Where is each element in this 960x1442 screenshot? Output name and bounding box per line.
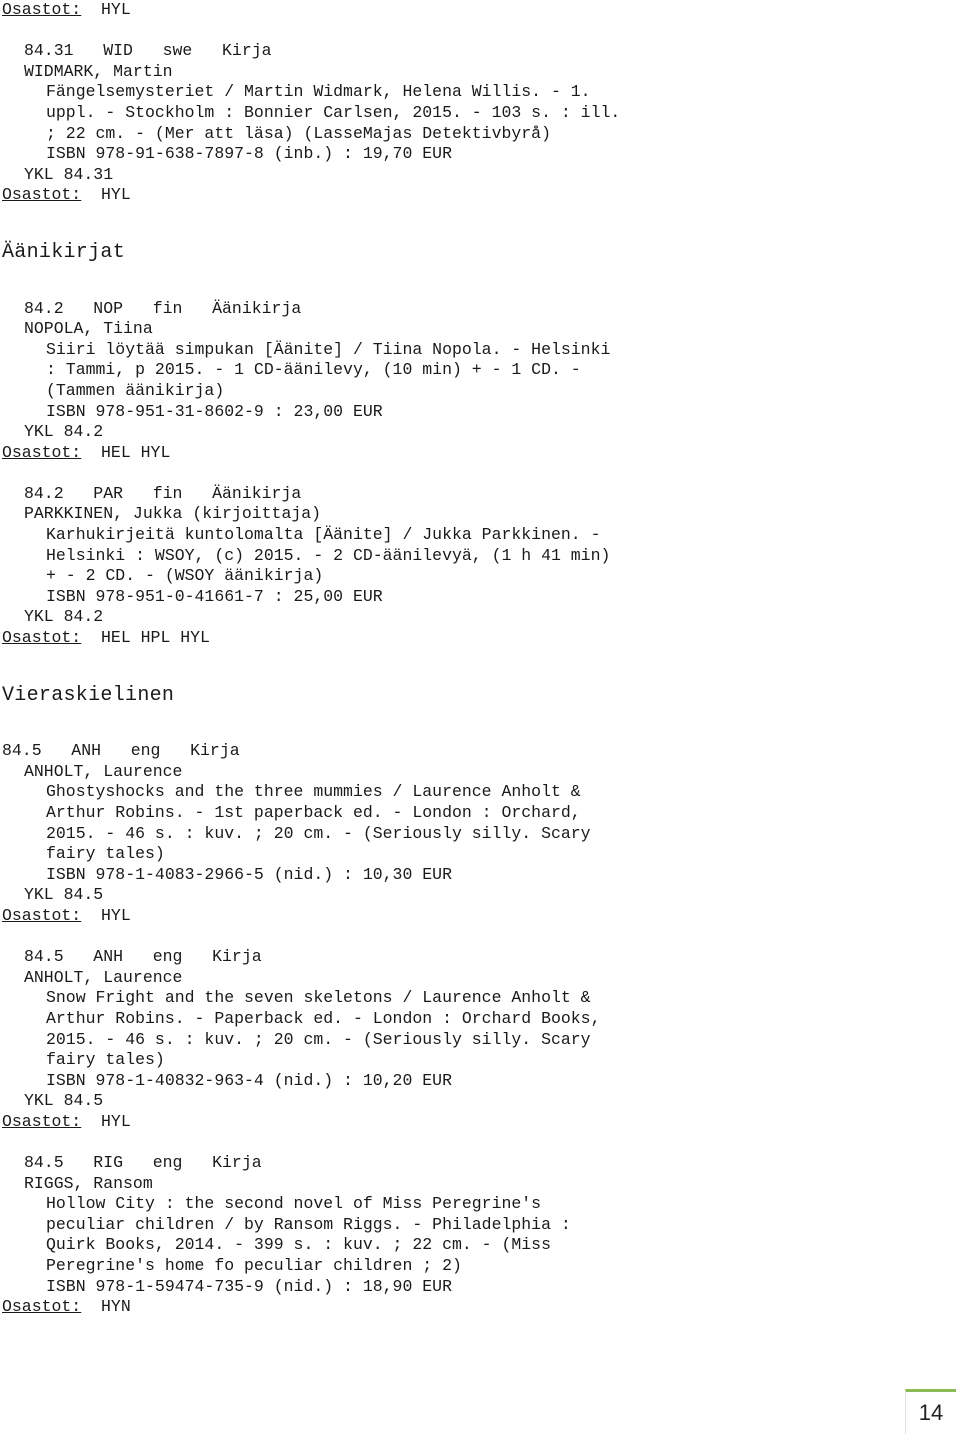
section-spacer: [2, 649, 942, 681]
record-body-line: ISBN 978-1-4083-2966-5 (nid.) : 10,30 EUR: [46, 864, 452, 884]
osastot-label: Osastot:: [2, 1297, 82, 1317]
record-body-line: Fängelsemysteriet / Martin Widmark, Helena Willis. - 1.: [46, 82, 591, 102]
catalog-document: [2, 0, 942, 1318]
record-spacer: [2, 21, 942, 42]
record-body-line: (Tammen äänikirja): [46, 380, 225, 400]
record-body-line: fairy tales): [46, 1050, 165, 1070]
record-author: ANHOLT, Laurence: [24, 761, 183, 781]
record-body-line: ISBN 978-951-0-41661-7 : 25,00 EUR: [46, 586, 383, 606]
section-heading: Vieraskielinen: [2, 683, 175, 707]
record-body-line: Ghostyshocks and the three mummies / Laurence Anholt &: [46, 782, 581, 802]
record-body-line: ISBN 978-91-638-7897-8 (inb.) : 19,70 EUR: [46, 144, 452, 164]
record-body-line: Peregrine's home fo peculiar children ; 2): [46, 1256, 462, 1276]
osastot-value: HYN: [101, 1297, 131, 1317]
record-body-line: 2015. - 46 s. : kuv. ; 20 cm. - (Seriously silly. Scary: [46, 823, 591, 843]
record-body-line: Arthur Robins. - Paperback ed. - London : Orchard Books,: [46, 1008, 601, 1028]
record-author: RIGGS, Ransom: [24, 1173, 153, 1193]
record-body-line: 2015. - 46 s. : kuv. ; 20 cm. - (Seriously silly. Scary: [46, 1029, 591, 1049]
catalog-sections: [2, 21, 942, 1318]
record-body-line: Karhukirjeitä kuntolomalta [Äänite] / Jukka Parkkinen. -: [46, 525, 601, 545]
record-body-line: ; 22 cm. - (Mer att läsa) (LasseMajas Detektivbyrå): [46, 123, 551, 143]
record-osastot: [2, 443, 942, 464]
record-author: NOPOLA, Tiina: [24, 319, 153, 339]
top-osastot-line: [2, 0, 942, 21]
osastot-label: Osastot:: [2, 1111, 82, 1131]
record-body-line: Quirk Books, 2014. - 399 s. : kuv. ; 22 cm. - (Miss: [46, 1235, 551, 1255]
section-spacer: [2, 711, 942, 721]
record-spacer: [2, 278, 942, 299]
record-body-line: + - 2 CD. - (WSOY äänikirja): [46, 566, 324, 586]
record-body-line: : Tammi, p 2015. - 1 CD-äänilevy, (10 min) + - 1 CD. -: [46, 360, 581, 380]
osastot-label: Osastot:: [2, 628, 82, 648]
catalog-record: [2, 484, 942, 649]
record-header: 84.5 RIG eng Kirja: [24, 1153, 262, 1173]
record-osastot: [2, 1112, 942, 1133]
record-header: 84.5 ANH eng Kirja: [2, 741, 240, 761]
osastot-value: HYL: [101, 1111, 131, 1131]
catalog-record: [2, 299, 942, 464]
catalog-record: [2, 1153, 942, 1318]
section-heading: Äänikirjat: [2, 240, 126, 264]
osastot-value: HYL: [101, 0, 131, 19]
record-body-line: Snow Fright and the seven skeletons / Laurence Anholt &: [46, 988, 591, 1008]
record-body-line: uppl. - Stockholm : Bonnier Carlsen, 2015. - 103 s. : ill.: [46, 102, 621, 122]
record-header: 84.5 ANH eng Kirja: [24, 947, 262, 967]
osastot-value: HEL HPL HYL: [101, 628, 210, 648]
record-body-line: peculiar children / by Ransom Riggs. - Philadelphia :: [46, 1214, 571, 1234]
osastot-label: Osastot:: [2, 185, 82, 205]
section-spacer: [2, 206, 942, 238]
record-body-line: Helsinki : WSOY, (c) 2015. - 2 CD-äänilevyä, (1 h 41 min): [46, 545, 611, 565]
record-ykl: YKL 84.2: [24, 607, 104, 627]
page-number: 14: [905, 1389, 956, 1434]
osastot-label: Osastot:: [2, 442, 82, 462]
record-body-line: ISBN 978-1-40832-963-4 (nid.) : 10,20 EUR: [46, 1070, 452, 1090]
record-header: 84.31 WID swe Kirja: [24, 41, 272, 61]
record-spacer: [2, 721, 942, 742]
record-body-line: ISBN 978-1-59474-735-9 (nid.) : 18,90 EUR: [46, 1276, 452, 1296]
record-ykl: YKL 84.2: [24, 422, 104, 442]
osastot-label: Osastot:: [2, 905, 82, 925]
record-header: 84.2 PAR fin Äänikirja: [24, 483, 302, 503]
catalog-record: [2, 947, 942, 1132]
osastot-label: Osastot:: [2, 0, 82, 19]
record-body-line: Hollow City : the second novel of Miss Peregrine's: [46, 1194, 542, 1214]
catalog-record: [2, 41, 942, 206]
record-osastot: [2, 906, 942, 927]
catalog-record: [2, 741, 942, 926]
record-ykl: YKL 84.5: [24, 1091, 104, 1111]
osastot-value: HEL HYL: [101, 442, 171, 462]
record-osastot: [2, 1297, 942, 1318]
record-author: ANHOLT, Laurence: [24, 967, 183, 987]
record-spacer: [2, 1133, 942, 1154]
record-spacer: [2, 927, 942, 948]
record-author: PARKKINEN, Jukka (kirjoittaja): [24, 504, 322, 524]
record-ykl: YKL 84.5: [24, 885, 104, 905]
osastot-value: HYL: [101, 185, 131, 205]
record-osastot: [2, 185, 942, 206]
record-spacer: [2, 463, 942, 484]
record-body-line: ISBN 978-951-31-8602-9 : 23,00 EUR: [46, 401, 383, 421]
record-body-line: fairy tales): [46, 844, 165, 864]
record-ykl: YKL 84.31: [24, 164, 114, 184]
record-osastot: [2, 628, 942, 649]
record-body-line: Arthur Robins. - 1st paperback ed. - London : Orchard,: [46, 803, 581, 822]
record-body-line: Siiri löytää simpukan [Äänite] / Tiina Nopola. - Helsinki: [46, 339, 611, 359]
record-author: WIDMARK, Martin: [24, 61, 173, 81]
record-header: 84.2 NOP fin Äänikirja: [24, 298, 302, 318]
osastot-value: HYL: [101, 905, 131, 925]
section-spacer: [2, 268, 942, 278]
